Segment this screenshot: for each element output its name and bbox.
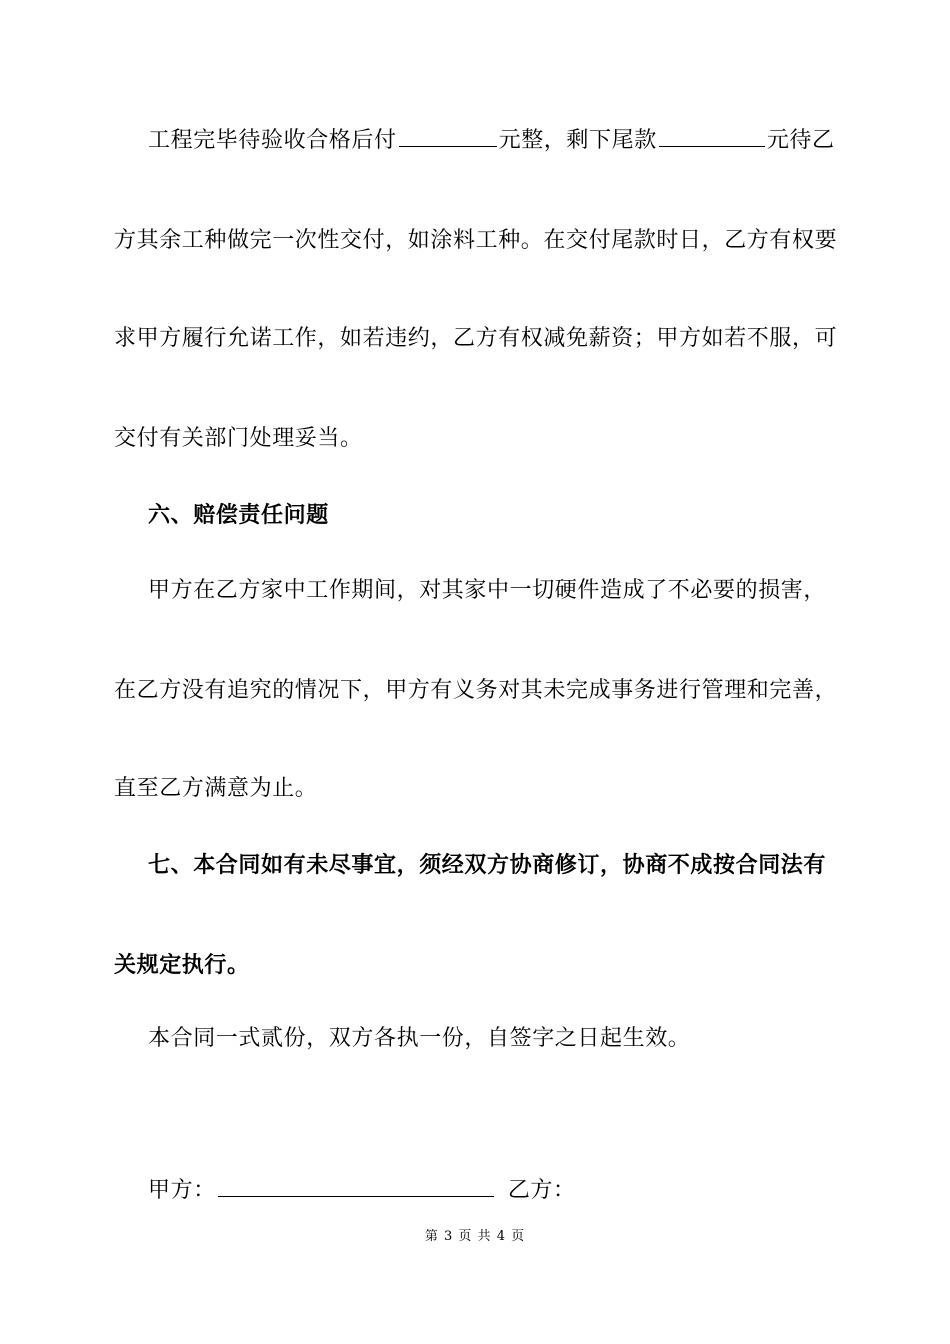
- party-a-label: 甲方：: [148, 1178, 216, 1203]
- amount-blank-1: [399, 126, 497, 147]
- page-footer: 第 3 页 共 4 页: [424, 1229, 526, 1244]
- text-segment: 工程完毕待验收合格后付: [148, 128, 397, 153]
- section-7-line-2: 关规定执行。: [114, 952, 250, 978]
- paragraph-payment-line-2: 方其余工种做完一次性交付，如涂料工种。在交付尾款时日，乙方有权要: [114, 228, 838, 253]
- section-6-line-2: 在乙方没有追究的情况下，甲方有义务对其未完成事务进行管理和完善，: [114, 678, 838, 703]
- text-segment: 元待乙: [766, 128, 835, 153]
- section-6-heading: 六、赔偿责任问题: [148, 502, 329, 528]
- section-7-line-1: 七、本合同如有未尽事宜，须经双方协商修订，协商不成按合同法有: [148, 852, 827, 878]
- closing-statement: 本合同一式贰份，双方各执一份，自签字之日起生效。: [148, 1026, 691, 1051]
- amount-blank-2: [659, 126, 765, 147]
- text-segment: 元整，剩下尾款: [498, 128, 657, 153]
- section-6-line-3: 直至乙方满意为止。: [114, 776, 318, 801]
- party-a-signature-blank: [218, 1176, 494, 1197]
- paragraph-payment-line-1: [148, 126, 873, 156]
- paragraph-payment-line-3: 求甲方履行允诺工作，如若违约，乙方有权减免薪资；甲方如若不服，可: [114, 326, 838, 351]
- signature-line: [148, 1176, 873, 1206]
- section-6-line-1: 甲方在乙方家中工作期间，对其家中一切硬件造成了不必要的损害，: [148, 578, 827, 603]
- party-b-label: 乙方：: [507, 1178, 576, 1203]
- paragraph-payment-line-4: 交付有关部门处理妥当。: [114, 426, 363, 451]
